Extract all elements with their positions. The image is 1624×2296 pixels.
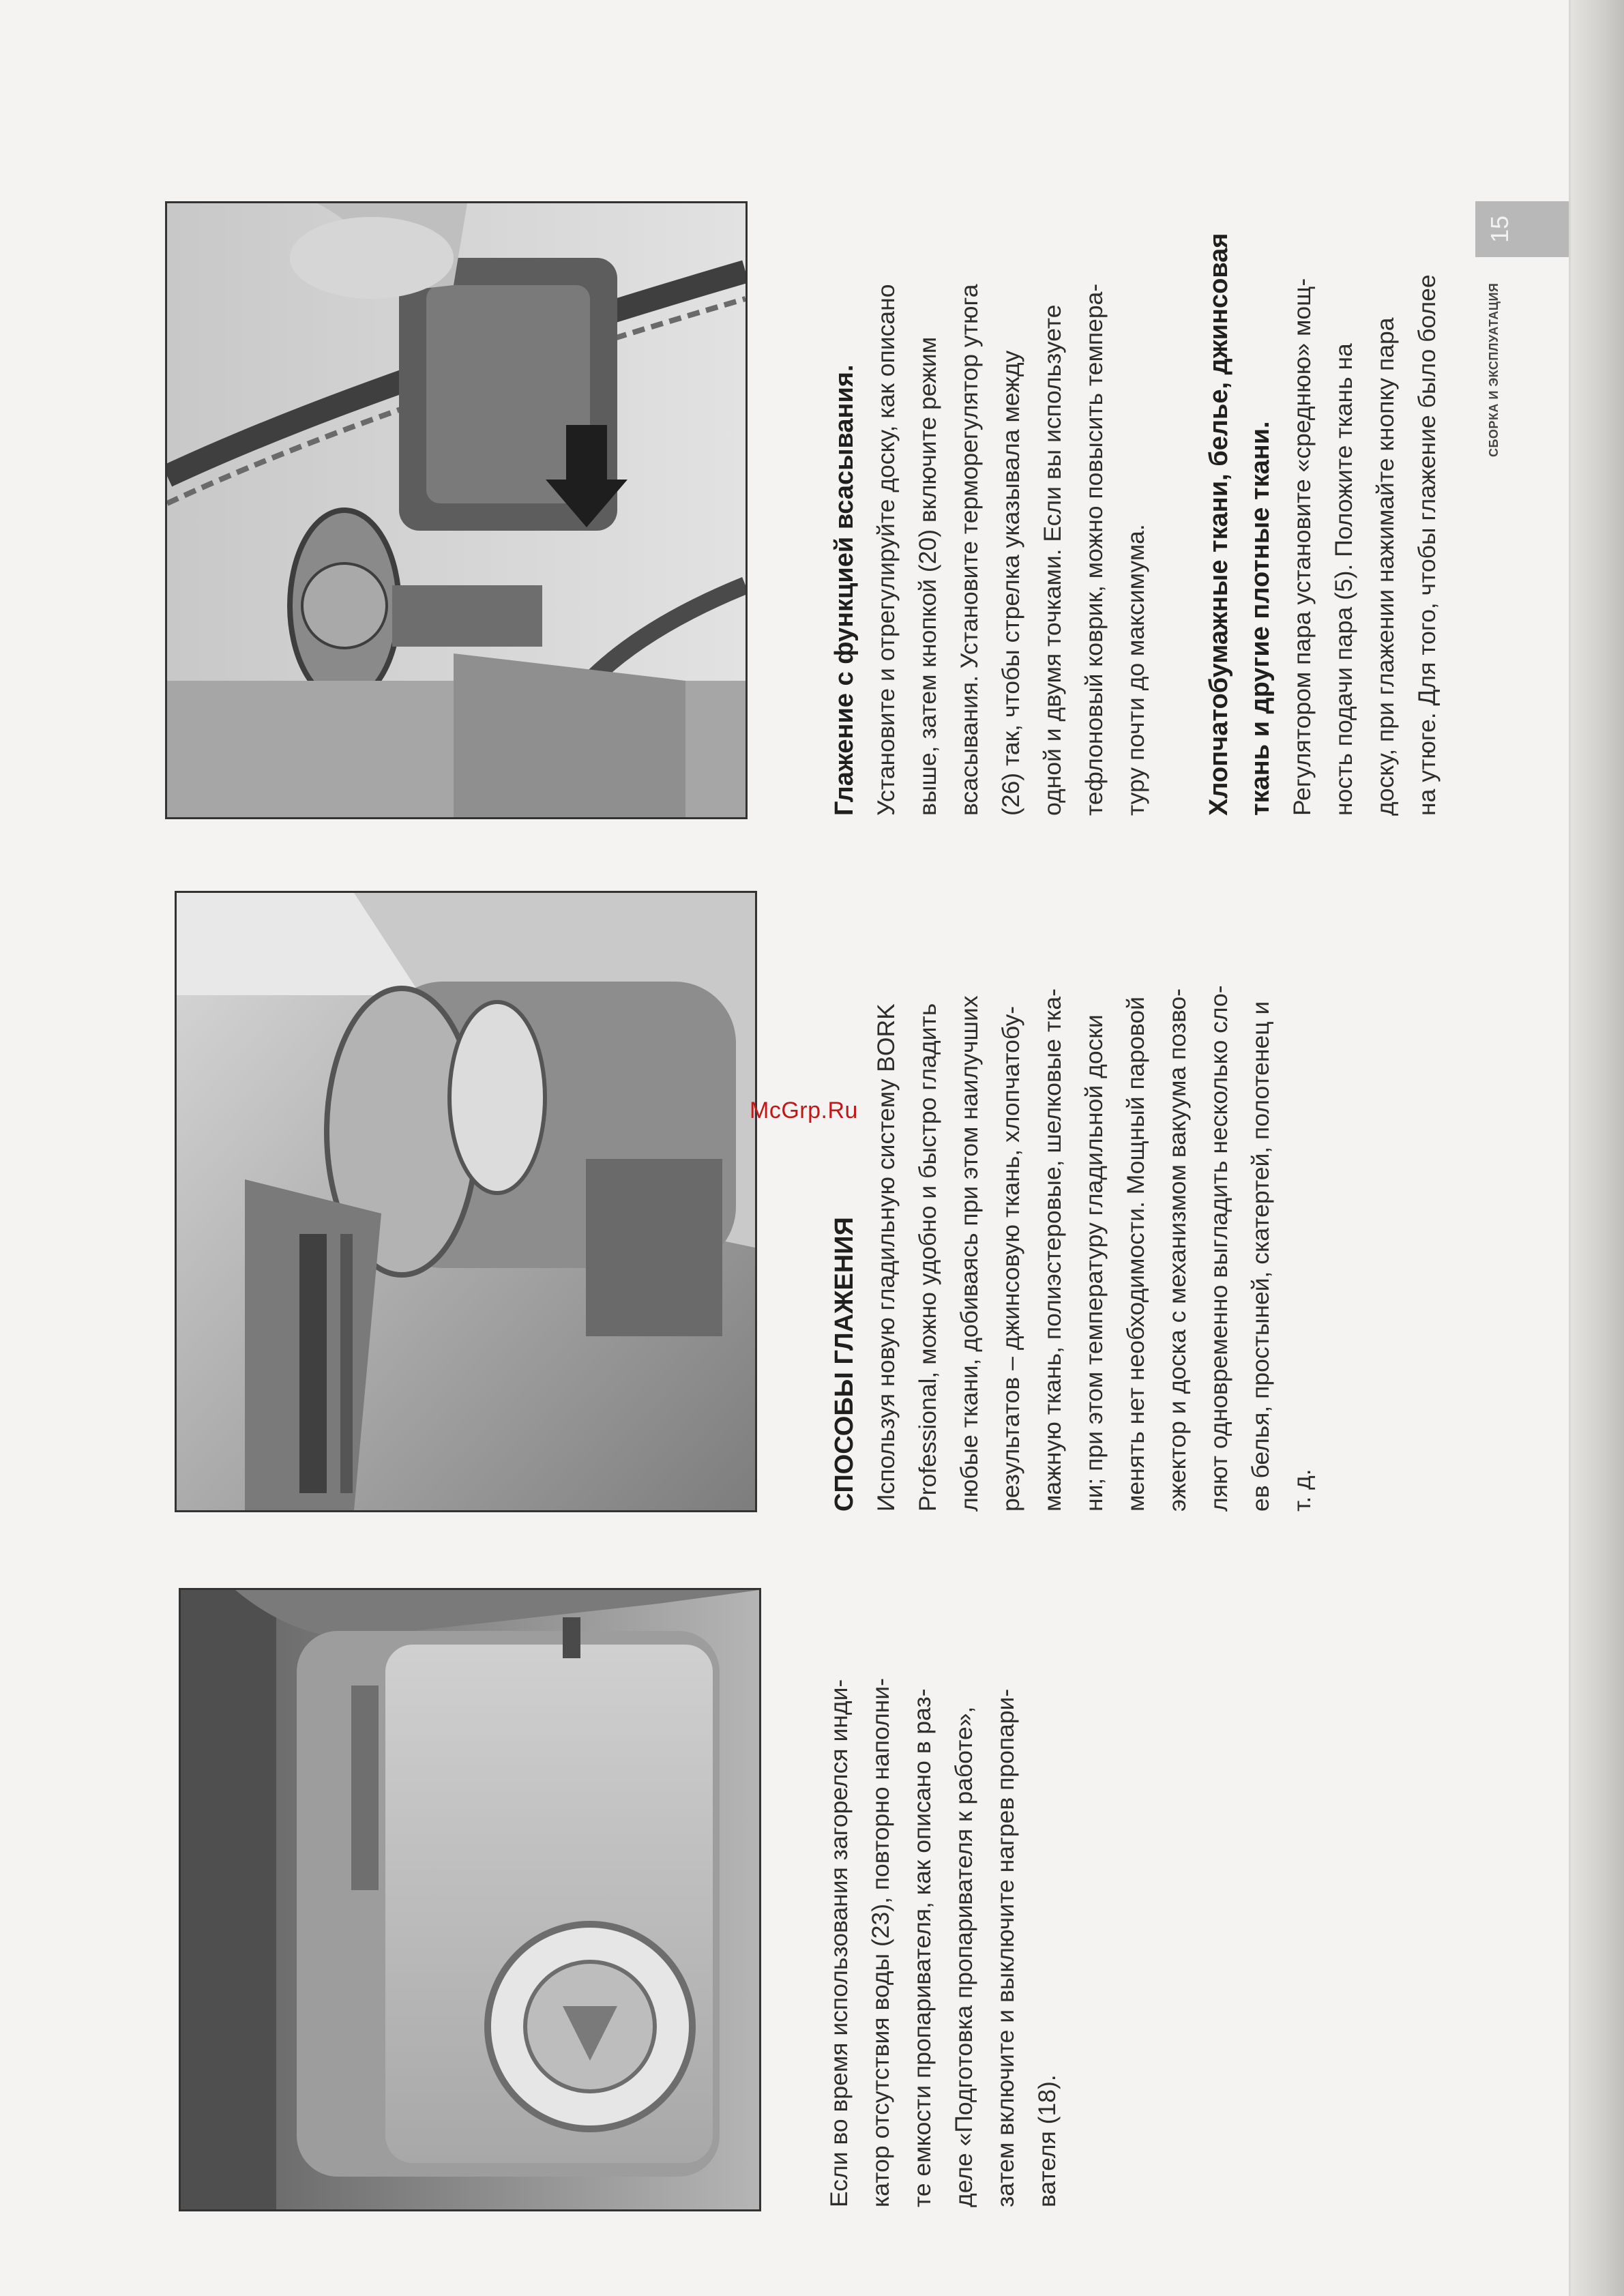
text-line: т. д. [1288,1469,1316,1512]
page-edge [1569,0,1624,2296]
text-line: Установите и отрегулируйте доску, как описано [872,284,900,816]
text-line: менять нет необходимости. Мощный паровой [1122,997,1149,1512]
text-line: эжектор и доска с механизмом вакуума позво- [1164,988,1191,1512]
text-line: туру почти до максимума. [1122,524,1149,816]
text-line: мажную ткань, полиэстеровые, шелковые тка- [1039,988,1066,1512]
page-number [1475,201,1524,257]
section-label: СБОРКА И ЭКСПЛУАТАЦИЯ [1487,282,1501,457]
page-number-text: 15 [1485,215,1514,244]
text-line: ляют одновременно выгладить несколько сло- [1205,985,1232,1512]
text-line: ев белья, простыней, скатертей, полотенец и [1247,1001,1274,1512]
subsection-heading-cotton: Хлопчатобумажные ткани, белье, джинсовая [1205,233,1233,816]
text-line: всасывания. Установите терморегулятор утюга [956,284,983,816]
text-line: одной и двумя точками. Если вы используете [1039,304,1066,816]
text-line: деле «Подготовка пропаривателя к работе», [950,1706,977,2207]
text-line: любые ткани, добиваясь при этом наилучших [956,995,983,1512]
text-line: выше, затем кнопкой (20) включите режим [914,336,941,816]
text-line: вателя (18). [1033,2074,1061,2207]
col1-text [818,1588,1068,2207]
text-line: ни; при этом температуру гладильной доски [1080,1014,1108,1512]
photo-iron-suction [165,201,748,819]
col2-text [824,891,1323,1512]
iron-illustration [167,203,745,817]
text-line: тефлоновый коврик, можно повысить темпера- [1080,283,1108,816]
watermark: McGrp.Ru [750,1098,858,1123]
text-line: те емкости пропаривателя, как описано в раз- [909,1688,936,2207]
text-line: результатов – джинсовую ткань, хлопчатобу- [997,1005,1024,1512]
text-line: Professional, можно удобно и быстро гладить [914,1003,941,1512]
subsection-heading-suction: Глажение с функцией всасывания. [830,364,859,816]
text-line: катор отсутствия воды (23), повторно наполни- [867,1678,894,2207]
text-line: ность подачи пара (5). Положите ткань на [1330,343,1357,816]
photo-water-tank [179,1588,761,2211]
text-line: Используя новую гладильную систему BORK [872,1003,900,1512]
text-line: доску, при глажении нажимайте кнопку пара [1372,317,1399,816]
text-line: Регулятором пара установите «среднюю» мощ- [1288,278,1316,816]
connector-illustration [177,893,755,1510]
text-line: затем включите и выключите нагрев пропари- [992,1688,1019,2207]
col3-text [824,195,1448,816]
subsection-heading-cotton-cont: ткань и другие плотные ткани. [1246,421,1275,816]
text-line: (26) так, чтобы стрелка указывала между [997,350,1024,816]
section-heading: СПОСОБЫ ГЛАЖЕНИЯ [830,1217,859,1512]
text-line: на утюге. Для того, чтобы глажение было более [1413,274,1441,816]
spacer [1157,195,1198,816]
text-line: Если во время использования загорелся инди- [825,1679,853,2207]
photo-connector [175,891,757,1512]
water-tank-illustration [181,1590,759,2209]
